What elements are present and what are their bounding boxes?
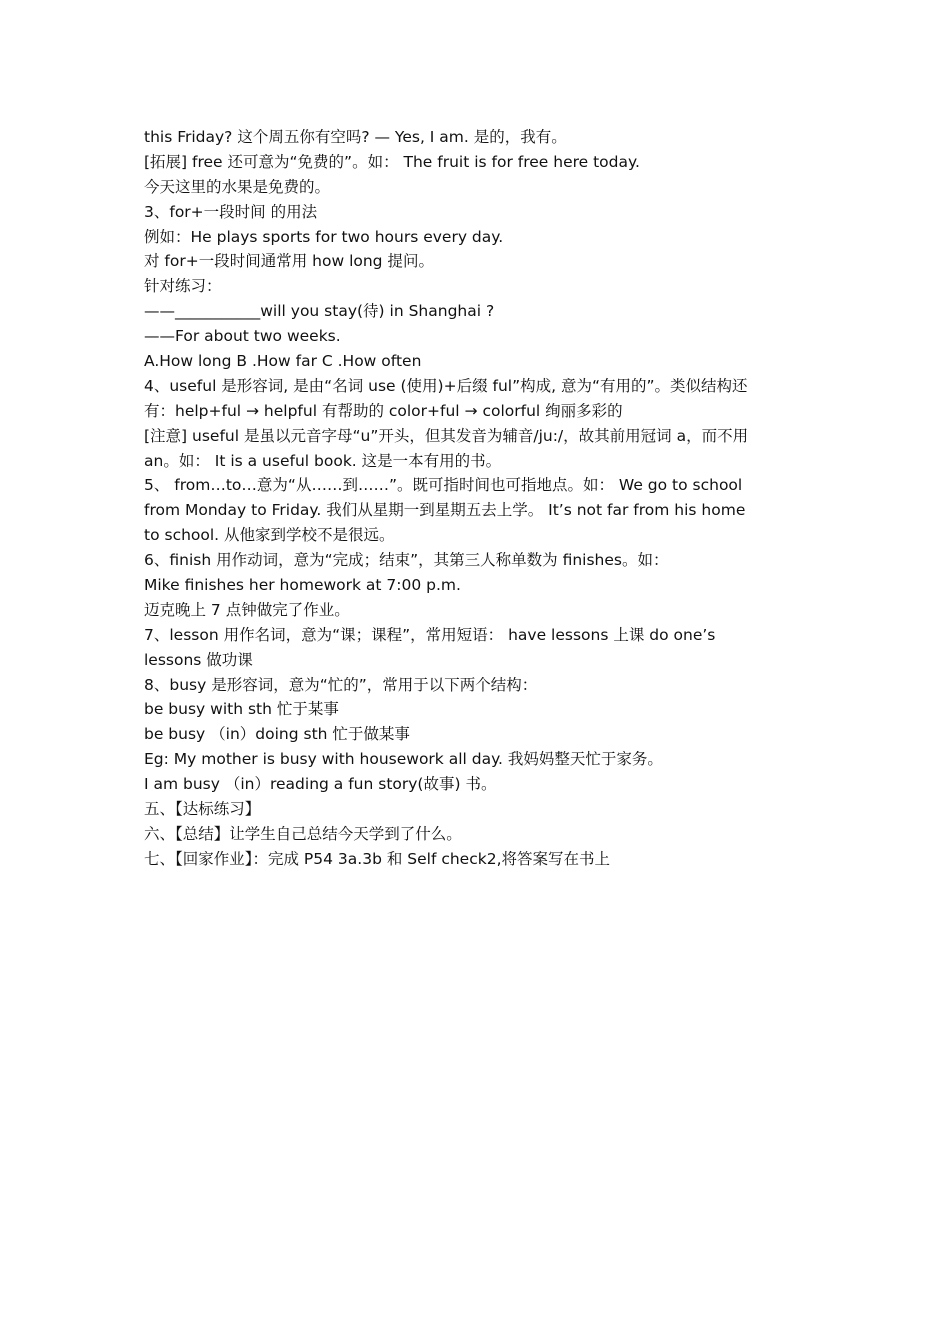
section-heading-finish: 6、finish 用作动词，意为“完成；结束”，其第三人称单数为 finishes。如：: [144, 551, 669, 570]
section-heading-from-to: 5、 from…to…意为“从……到……”。既可指时间也可指地点。如： We go to school: [144, 476, 743, 495]
text-line: 有：help+ful → helpful 有帮助的 color+ful → colorful 绚丽多彩的: [144, 401, 623, 420]
text-line: 例如：He plays sports for two hours every day.: [144, 227, 504, 246]
document-body: [144, 125, 814, 872]
text-line: [注意] useful 是虽以元音字母“u”开头，但其发音为辅音/ju:/，故其前用冠词 a，而不用: [144, 426, 749, 445]
exercise-label: 针对练习：: [144, 277, 222, 296]
section-heading-for-usage: 3、for+一段时间 的用法: [144, 202, 318, 221]
text-line: lessons 做功课: [144, 650, 253, 669]
text-line: [拓展] free 还可意为“免费的”。如： The fruit is for free here today.: [144, 152, 640, 171]
exercise-question: ——___________will you stay(待) in Shanghai ?: [144, 302, 495, 321]
text-line: to school. 从他家到学校不是很远。: [144, 526, 395, 545]
text-line: 迈克晚上 7 点钟做完了作业。: [144, 600, 350, 619]
section-heading-busy: 8、busy 是形容词，意为“忙的”，常用于以下两个结构：: [144, 675, 538, 694]
exercise-options: A.How long B .How far C .How often: [144, 352, 422, 371]
text-line: Eg: My mother is busy with housework all day. 我妈妈整天忙于家务。: [144, 750, 663, 769]
text-line: 对 for+一段时间通常用 how long 提问。: [144, 252, 434, 271]
section-heading-lesson: 7、lesson 用作名词，意为“课；课程”，常用短语： have lessons 上课 do one’s: [144, 625, 716, 644]
text-line: 今天这里的水果是免费的。: [144, 177, 331, 196]
text-line: be busy （in）doing sth 忙于做某事: [144, 725, 410, 744]
text-line: be busy with sth 忙于某事: [144, 700, 339, 719]
exercise-answer: ——For about two weeks.: [144, 327, 341, 346]
section-heading-practice: 五、【达标练习】: [144, 800, 261, 819]
section-heading-homework: 七、【回家作业】：完成 P54 3a.3b 和 Self check2,将答案写在书上: [144, 849, 611, 868]
section-heading-useful: 4、useful 是形容词, 是由“名词 use (使用)+后缀 ful”构成, 意为“有用的”。类似结构还: [144, 376, 748, 395]
text-line: Mike finishes her homework at 7:00 p.m.: [144, 576, 461, 595]
text-line: an。如： It is a useful book. 这是一本有用的书。: [144, 451, 502, 470]
text-line: this Friday? 这个周五你有空吗? — Yes, I am. 是的，我有。: [144, 128, 567, 146]
text-line: I am busy （in）reading a fun story(故事) 书。: [144, 775, 497, 794]
section-heading-summary: 六、【总结】让学生自己总结今天学到了什么。: [144, 824, 462, 843]
text-line: from Monday to Friday. 我们从星期一到星期五去上学。 It’s not far from his home: [144, 501, 746, 520]
